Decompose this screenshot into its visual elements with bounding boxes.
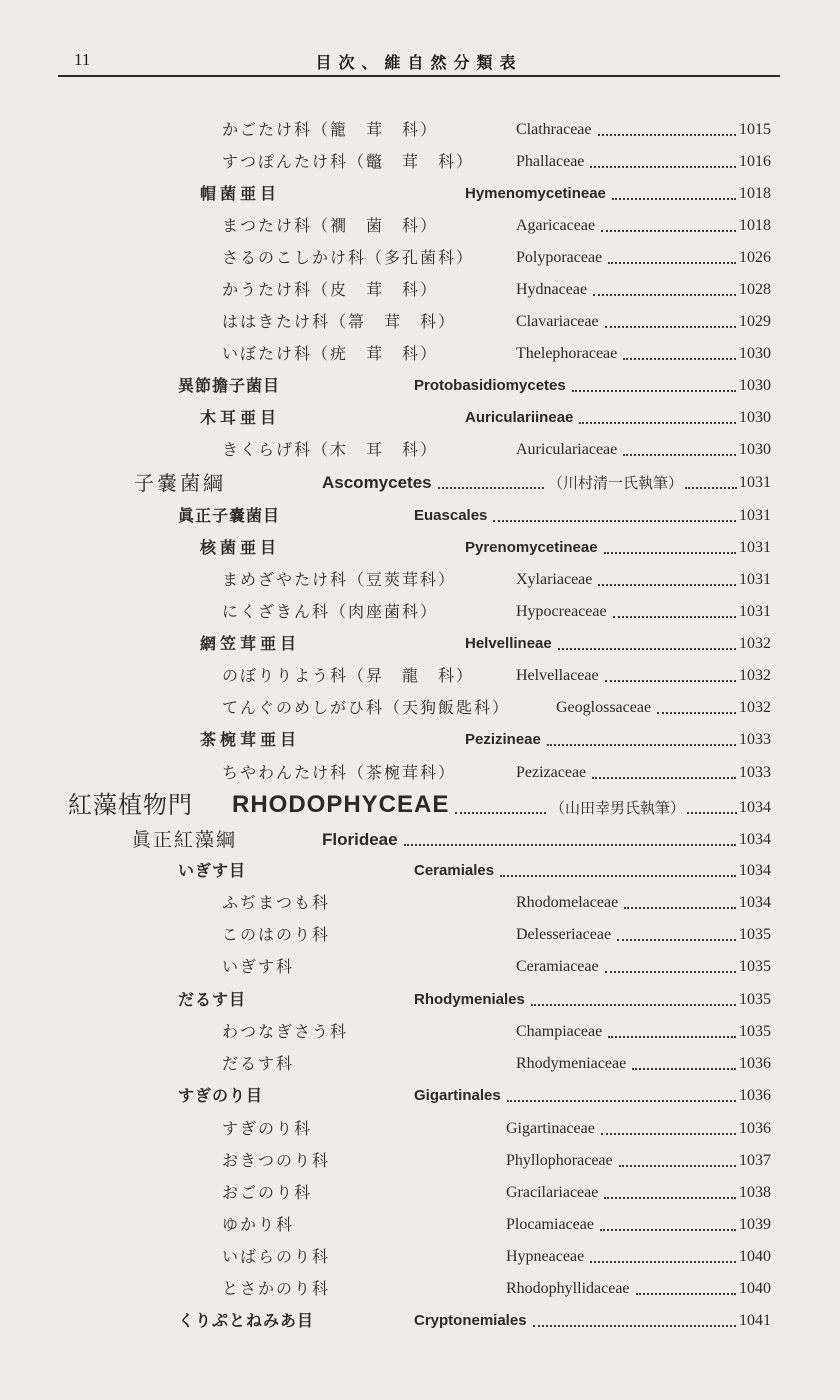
entry-page-number: 1031 (739, 474, 771, 491)
entry-page-number: 1015 (739, 121, 771, 138)
entry-latin-name: Phyllophoraceae (506, 1152, 613, 1169)
dot-leader (619, 1165, 736, 1167)
entry-latin-name: Euascales (414, 507, 488, 524)
entry-page-number: 1037 (739, 1152, 771, 1169)
toc-entry (0, 567, 840, 597)
toc-entry (0, 1083, 840, 1113)
entry-page-number: 1040 (739, 1248, 771, 1265)
dot-leader (598, 134, 737, 136)
entry-latin-name: Ceramiales (414, 862, 495, 879)
dot-leader (598, 584, 736, 586)
dot-leader (605, 680, 736, 682)
entry-latin-name: Polyporaceae (516, 249, 603, 266)
entry-japanese-name: すつぽんたけ科（鼈 茸 科） (222, 152, 475, 171)
entry-page-number: 1018 (739, 217, 771, 234)
entry-japanese-name: 核菌亜目 (200, 538, 281, 557)
dot-leader (533, 1325, 736, 1327)
dot-leader (590, 1261, 736, 1263)
toc-entry (0, 1308, 840, 1338)
entry-latin-name: Hydnaceae (516, 281, 588, 298)
toc-entry (0, 181, 840, 211)
toc-entry (0, 1212, 840, 1242)
dot-leader (608, 262, 736, 264)
toc-entry (0, 1244, 840, 1274)
entry-latin-name: Auriculariaceae (516, 441, 618, 458)
toc-entry (0, 149, 840, 179)
entry-page-number: 1031 (739, 571, 771, 588)
toc-entry (0, 341, 840, 371)
dot-leader (500, 875, 736, 877)
entry-japanese-name: すぎのり目 (178, 1086, 264, 1105)
entry-page-number: 1035 (739, 991, 771, 1008)
entry-page-number: 1039 (739, 1216, 771, 1233)
toc-entry (0, 1051, 840, 1081)
entry-japanese-name: かごたけ科（籠 茸 科） (222, 120, 439, 139)
dot-leader (404, 844, 736, 846)
entry-japanese-name: いぎす科 (222, 957, 295, 976)
entry-page-number: 1038 (739, 1184, 771, 1201)
entry-page-number: 1030 (739, 409, 771, 426)
entry-latin-name: Hymenomycetineae (465, 185, 606, 202)
toc-entry (0, 792, 840, 822)
entry-author-note: （山田幸男氏執筆） (550, 799, 686, 817)
entry-japanese-name: きくらげ科（木 耳 科） (222, 440, 439, 459)
entry-page-number: 1036 (739, 1120, 771, 1137)
toc-entry (0, 987, 840, 1017)
toc-entry (0, 470, 840, 500)
entry-latin-name: Rhodophyllidaceae (506, 1280, 630, 1297)
entry-japanese-name: ふぢまつも科 (222, 893, 331, 912)
entry-latin-name: Gracilariaceae (506, 1184, 599, 1201)
entry-latin-name: Pezizaceae (516, 764, 587, 781)
entry-japanese-name: のぼりりよう科（昇 龍 科） (222, 666, 475, 685)
entry-japanese-name: いばらのり科 (222, 1247, 331, 1266)
page-number: 11 (74, 50, 91, 69)
entry-japanese-name: おごのり科 (222, 1183, 313, 1202)
dot-leader (657, 712, 736, 714)
toc-entry (0, 727, 840, 757)
entry-japanese-name: おきつのり科 (222, 1151, 331, 1170)
entry-latin-name: Pyrenomycetineae (465, 539, 598, 556)
entry-japanese-name: だるす目 (178, 990, 247, 1009)
entry-latin-name: RHODOPHYCEAE (232, 791, 450, 818)
entry-japanese-name: 紅藻植物門 (68, 791, 193, 819)
entry-japanese-name: かうたけ科（皮 茸 科） (222, 280, 439, 299)
entry-japanese-name: このはのり科 (222, 925, 331, 944)
toc-entry (0, 827, 840, 857)
entry-page-number: 1032 (739, 699, 771, 716)
dot-leader (592, 777, 736, 779)
entry-page-number: 1035 (739, 926, 771, 943)
entry-latin-name: Clavariaceae (516, 313, 599, 330)
toc-entry (0, 695, 840, 725)
dot-leader (531, 1004, 736, 1006)
entry-latin-name: Ceramiaceae (516, 958, 599, 975)
entry-latin-name: Rhodomelaceae (516, 894, 619, 911)
dot-leader (601, 1133, 736, 1135)
toc-entry (0, 954, 840, 984)
entry-page-number: 1033 (739, 764, 771, 781)
toc-entry (0, 213, 840, 243)
entry-page-number: 1033 (739, 731, 771, 748)
toc-entry (0, 309, 840, 339)
dot-leader (608, 1036, 736, 1038)
entry-japanese-name: 異節擔子菌目 (178, 376, 281, 395)
entry-page-number: 1035 (739, 1023, 771, 1040)
toc-entry (0, 760, 840, 790)
entry-page-number: 1040 (739, 1280, 771, 1297)
toc-entry (0, 1276, 840, 1306)
dot-leader (685, 487, 737, 489)
entry-japanese-name: すぎのり科 (222, 1119, 313, 1138)
entry-japanese-name: ちやわんたけ科（茶椀茸科） (222, 763, 457, 782)
dot-leader (612, 198, 736, 200)
entry-latin-name: Rhodymeniales (414, 991, 525, 1008)
running-title: 目次、維自然分類表 (315, 53, 523, 72)
entry-page-number: 1034 (739, 831, 771, 848)
dot-leader (604, 552, 736, 554)
entry-page-number: 1032 (739, 667, 771, 684)
entry-latin-name: Gigartinaceae (506, 1120, 595, 1137)
entry-page-number: 1032 (739, 635, 771, 652)
entry-page-number: 1029 (739, 313, 771, 330)
entry-page-number: 1036 (739, 1087, 771, 1104)
toc-entry (0, 437, 840, 467)
dot-leader (617, 939, 736, 941)
toc-entry (0, 503, 840, 533)
toc-entry (0, 1116, 840, 1146)
entry-latin-name: Clathraceae (516, 121, 592, 138)
entry-page-number: 1028 (739, 281, 771, 298)
entry-latin-name: Helvellaceae (516, 667, 599, 684)
dot-leader (558, 648, 736, 650)
entry-latin-name: Delesseriaceae (516, 926, 612, 943)
entry-japanese-name: まめざやたけ科（豆莢茸科） (222, 570, 457, 589)
dot-leader (601, 230, 736, 232)
entry-page-number: 1031 (739, 539, 771, 556)
entry-page-number: 1041 (739, 1312, 771, 1329)
dot-leader (623, 454, 736, 456)
toc-entry (0, 663, 840, 693)
entry-latin-name: Phallaceae (516, 153, 585, 170)
entry-page-number: 1026 (739, 249, 771, 266)
entry-japanese-name: ゆかり科 (222, 1215, 295, 1234)
entry-latin-name: Thelephoraceae (516, 345, 618, 362)
dot-leader (507, 1100, 736, 1102)
entry-page-number: 1030 (739, 377, 771, 394)
entry-japanese-name: てんぐのめしがひ科（天狗飯匙科） (222, 698, 511, 717)
entry-japanese-name: ははきたけ科（箒 茸 科） (222, 312, 457, 331)
entry-page-number: 1035 (739, 958, 771, 975)
dot-leader (438, 487, 544, 489)
entry-latin-name: Gigartinales (414, 1087, 501, 1104)
entry-page-number: 1034 (739, 894, 771, 911)
dot-leader (547, 744, 736, 746)
entry-japanese-name: わつなぎさう科 (222, 1022, 349, 1041)
entry-japanese-name: いぎす目 (178, 861, 247, 880)
entry-page-number: 1034 (739, 862, 771, 879)
entry-page-number: 1030 (739, 345, 771, 362)
entry-japanese-name: とさかのり科 (222, 1279, 331, 1298)
dot-leader (623, 358, 736, 360)
entry-japanese-name: 子嚢菌綱 (134, 471, 226, 495)
entry-japanese-name: くりぷとねみあ目 (178, 1311, 315, 1330)
entry-japanese-name: 木耳亜目 (200, 408, 281, 427)
dot-leader (687, 812, 737, 814)
dot-leader (632, 1068, 736, 1070)
toc-entry (0, 535, 840, 565)
entry-page-number: 1016 (739, 153, 771, 170)
entry-latin-name: Helvellineae (465, 635, 552, 652)
entry-japanese-name: 眞正紅藻綱 (132, 829, 238, 851)
entry-page-number: 1031 (739, 603, 771, 620)
entry-page-number: 1036 (739, 1055, 771, 1072)
toc-entry (0, 405, 840, 435)
dot-leader (572, 390, 736, 392)
toc-entry (0, 858, 840, 888)
entry-latin-name: Geoglossaceae (556, 699, 652, 716)
entry-latin-name: Cryptonemiales (414, 1312, 527, 1329)
entry-latin-name: Pezizineae (465, 731, 541, 748)
dot-leader (590, 166, 736, 168)
entry-page-number: 1031 (739, 507, 771, 524)
dot-leader (604, 1197, 736, 1199)
entry-latin-name: Auriculariineae (465, 409, 574, 426)
dot-leader (600, 1229, 736, 1231)
entry-latin-name: Plocamiaceae (506, 1216, 594, 1233)
entry-page-number: 1018 (739, 185, 771, 202)
entry-japanese-name: 帽菌亜目 (200, 184, 281, 203)
toc-entry (0, 1148, 840, 1178)
toc-entry (0, 245, 840, 275)
entry-japanese-name: 眞正子嚢菌目 (178, 506, 281, 525)
toc-entry (0, 1019, 840, 1049)
toc-entry (0, 117, 840, 147)
entry-latin-name: Champiaceae (516, 1023, 603, 1040)
toc-entry (0, 890, 840, 920)
dot-leader (455, 812, 546, 814)
toc-entry (0, 631, 840, 661)
entry-japanese-name: いぼたけ科（疣 茸 科） (222, 344, 439, 363)
dot-leader (613, 616, 736, 618)
toc-entry (0, 373, 840, 403)
entry-latin-name: Agaricaceae (516, 217, 596, 234)
entry-page-number: 1034 (739, 799, 771, 816)
toc-entry (0, 599, 840, 629)
entry-latin-name: Hypneaceae (506, 1248, 585, 1265)
entry-japanese-name: 茶椀茸亜目 (200, 730, 301, 749)
entry-latin-name: Xylariaceae (516, 571, 593, 588)
entry-latin-name: Ascomycetes (322, 473, 432, 492)
entry-japanese-name: だるす科 (222, 1054, 295, 1073)
dot-leader (605, 971, 736, 973)
entry-japanese-name: にくざきん科（肉座菌科） (222, 602, 439, 621)
entry-japanese-name: まつたけ科（襉 菌 科） (222, 216, 439, 235)
dot-leader (624, 907, 736, 909)
entry-page-number: 1030 (739, 441, 771, 458)
dot-leader (605, 326, 736, 328)
entry-japanese-name: 網笠茸亜目 (200, 634, 301, 653)
toc-entry (0, 922, 840, 952)
dot-leader (579, 422, 736, 424)
dot-leader (593, 294, 736, 296)
entry-latin-name: Florideae (322, 830, 398, 849)
entry-latin-name: Protobasidiomycetes (414, 377, 566, 394)
dot-leader (493, 520, 736, 522)
toc-entry (0, 1180, 840, 1210)
toc-entry (0, 277, 840, 307)
entry-latin-name: Hypocreaceae (516, 603, 607, 620)
dot-leader (636, 1293, 736, 1295)
entry-latin-name: Rhodymeniaceae (516, 1055, 627, 1072)
entry-japanese-name: さるのこしかけ科（多孔菌科） (222, 248, 475, 267)
entry-author-note: （川村清一氏執筆） (548, 474, 684, 492)
